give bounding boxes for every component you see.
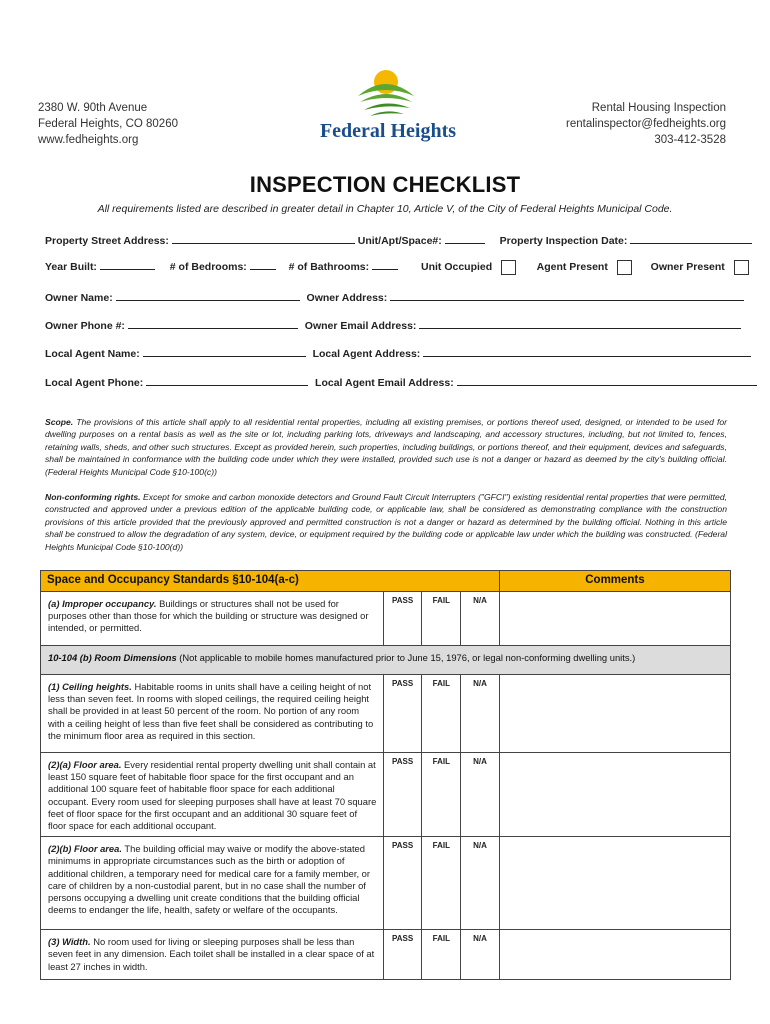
agent-address-label: Local Agent Address: <box>312 348 421 360</box>
contact-department: Rental Housing Inspection <box>591 102 726 114</box>
owner-phone-input[interactable] <box>128 317 298 329</box>
item-1-pass[interactable]: PASS <box>383 675 422 753</box>
contact-phone: 303-412-3528 <box>654 134 726 146</box>
item-2a-title: (2)(a) Floor area. <box>48 759 122 770</box>
owner-address-label: Owner Address: <box>306 292 388 304</box>
item-a-comments[interactable] <box>499 592 730 646</box>
agent-phone-input[interactable] <box>146 374 308 386</box>
property-details-row <box>45 258 749 275</box>
item-a-fail[interactable]: FAIL <box>422 592 461 646</box>
street-input[interactable] <box>172 232 355 244</box>
item-1-fail[interactable]: FAIL <box>422 675 461 753</box>
street-label: Property Street Address: <box>45 235 169 247</box>
agent-address-input[interactable] <box>423 345 751 357</box>
item-2a-text: Every residential rental property dwelling unit shall contain at least 150 square feet of habitable floor space for the first occupant and an additional 100 square feet of habitable floor space for each additional occupant. Every room used for sleeping purposes shall have at least 70 square feet of floor space for the first occupant and an additional 30 square feet of floor space for each additional occupant. <box>48 759 377 832</box>
logo-wordmark: Federal Heights <box>319 120 457 142</box>
item-2a <box>41 753 384 837</box>
owner-phone-label: Owner Phone #: <box>45 320 125 332</box>
nonconforming-label: Non-conforming rights. <box>45 492 141 502</box>
contact-email-link[interactable]: rentalinspector@fedheights.org <box>566 118 726 130</box>
address-street: 2380 W. 90th Avenue <box>38 102 148 114</box>
item-3-title: (3) Width. <box>48 936 91 948</box>
section-b-title: 10-104 (b) Room Dimensions <box>48 652 177 663</box>
agent-email-label: Local Agent Email Address: <box>315 377 454 389</box>
table-row <box>41 592 731 646</box>
checklist-table <box>40 570 731 980</box>
item-3-na[interactable]: N/A <box>461 930 500 980</box>
unit-occupied-label: Unit Occupied <box>421 261 493 273</box>
inspection-contact-block <box>566 100 726 148</box>
item-3 <box>41 930 384 980</box>
table-row <box>41 837 731 930</box>
item-1-comments[interactable] <box>499 675 730 753</box>
item-a-title: (a) Improper occupancy. <box>48 598 157 609</box>
table-header-standards: Space and Occupancy Standards §10-104(a-c) <box>41 571 500 592</box>
owner-present-checkbox[interactable] <box>734 260 749 275</box>
table-row <box>41 930 731 980</box>
item-2b <box>41 837 384 930</box>
item-2a-comments[interactable] <box>499 753 730 837</box>
section-b-text: (Not applicable to mobile homes manufactured prior to June 15, 1976, or legal non-conforming dwelling units.) <box>176 652 636 663</box>
federal-heights-logo <box>300 66 470 150</box>
scope-text: The provisions of this article shall apply to all residential rental properties, including all existing premises, or portions thereof used, designed, or intended to be used for dwelling purposes on a rental basis as well as the site or lot, including parking lots, driveways and landscaping, and accessory structures, including, but not limited to, fences, retaining walls, sheds, and other such structures. Except as provided herein, such properties, including buildings, or portions thereof, and their equipment, devices and safeguards, shall be maintained in conformance with the building code under which they were installed, provided such use is not a danger or hazard as deemed by the city's building official. (Federal Heights Municipal Code §10-100(c)) <box>45 417 727 477</box>
owner-present-label: Owner Present <box>650 261 725 273</box>
item-a <box>41 592 384 646</box>
agent-present-label: Agent Present <box>536 261 608 273</box>
page-subtitle: All requirements listed are described in greater detail in Chapter 10, Article V, of the City of Federal Heights Municipal Code. <box>97 203 673 215</box>
owner-name-input[interactable] <box>116 289 300 301</box>
item-2a-na[interactable]: N/A <box>461 753 500 837</box>
unit-label: Unit/Apt/Space#: <box>357 235 442 247</box>
nonconforming-paragraph <box>45 491 727 553</box>
year-built-input[interactable] <box>100 258 155 270</box>
bathrooms-label: # of Bathrooms: <box>288 261 370 273</box>
owner-name-row <box>45 289 744 304</box>
item-2b-comments[interactable] <box>499 837 730 930</box>
nonconforming-text: Except for smoke and carbon monoxide detectors and Ground Fault Circuit Interrupters ("GFCI") existing residential rental properties that were permitted, constructed and approved under a previous edition of the applicable building code, or applicable law, shall be considered as demonstrating compliance with the construction provisions of this article provided that the previously approved and permitted construction is not a danger or hazard as determined by the building official. Nothing in this article shall be construed to allow the degradation of any system, device, or equipment required by the building code or applicable law under which the building was constructed. (Federal Heights Municipal Code §10-100(d)) <box>45 492 727 552</box>
item-1-na[interactable]: N/A <box>461 675 500 753</box>
agent-phone-label: Local Agent Phone: <box>45 377 144 389</box>
owner-email-input[interactable] <box>419 317 741 329</box>
year-built-label: Year Built: <box>45 261 97 273</box>
owner-contact-row <box>45 317 741 332</box>
item-2a-fail[interactable]: FAIL <box>422 753 461 837</box>
item-a-na[interactable]: N/A <box>461 592 500 646</box>
agent-name-row <box>45 345 751 360</box>
agent-present-checkbox[interactable] <box>617 260 632 275</box>
item-2b-pass[interactable]: PASS <box>383 837 422 930</box>
item-a-pass[interactable]: PASS <box>383 592 422 646</box>
address-city: Federal Heights, CO 80260 <box>38 118 178 130</box>
bedrooms-label: # of Bedrooms: <box>169 261 247 273</box>
item-a-text: Buildings or structures shall not be used for purposes other than those for which the building or structure was designed or intended, or permitted. <box>48 598 369 634</box>
agent-contact-row <box>45 374 757 389</box>
agent-name-input[interactable] <box>143 345 306 357</box>
agent-name-label: Local Agent Name: <box>45 348 140 360</box>
item-1-text: Habitable rooms in units shall have a ceiling height of not less than seven feet. In rooms with sloped ceilings, the required ceiling height shall be provided in at least 50 percent of the room. No portion of any room with a ceiling height of less than five feet shall be considered as contributing to the minimum floor area as required in this section. <box>48 681 374 741</box>
item-2b-na[interactable]: N/A <box>461 837 500 930</box>
bedrooms-input[interactable] <box>250 258 276 270</box>
item-3-comments[interactable] <box>499 930 730 980</box>
item-3-fail[interactable]: FAIL <box>422 930 461 980</box>
unit-input[interactable] <box>445 232 485 244</box>
item-3-text: No room used for living or sleeping purposes shall be less than seven feet in any dimension. Each toilet shall be installed in a clear space of at least 27 inches in width. <box>48 936 375 972</box>
inspection-date-label: Property Inspection Date: <box>499 235 628 247</box>
scope-paragraph <box>45 416 727 478</box>
property-row <box>45 232 752 247</box>
table-row <box>41 753 731 837</box>
inspection-date-input[interactable] <box>630 232 752 244</box>
owner-email-label: Owner Email Address: <box>304 320 417 332</box>
table-header-comments: Comments <box>499 571 730 592</box>
bathrooms-input[interactable] <box>372 258 398 270</box>
item-2b-title: (2)(b) Floor area. <box>48 843 122 855</box>
page-title: INSPECTION CHECKLIST <box>249 172 521 197</box>
agent-email-input[interactable] <box>457 374 757 386</box>
unit-occupied-checkbox[interactable] <box>501 260 516 275</box>
city-address-block <box>38 100 178 148</box>
item-1 <box>41 675 384 753</box>
item-3-pass[interactable]: PASS <box>383 930 422 980</box>
owner-name-label: Owner Name: <box>45 292 113 304</box>
owner-address-input[interactable] <box>390 289 744 301</box>
scope-label: Scope. <box>45 417 74 427</box>
item-2a-pass[interactable]: PASS <box>383 753 422 837</box>
item-2b-fail[interactable]: FAIL <box>422 837 461 930</box>
item-2b-text: The building official may waive or modify the above-stated minimums in appropriate circumstances such as the birth or adoption of additional children, a temporary need for medical care for a family member, or care of children by a non-custodial parent, but in no case shall the number of persons occupying a dwelling unit create conditions that the building official deems to endanger the life, health, safety or welfare of the occupants. <box>48 843 371 916</box>
section-b-header <box>41 646 731 675</box>
table-row <box>41 675 731 753</box>
website-link[interactable]: www.fedheights.org <box>38 134 139 146</box>
section-row <box>41 646 731 675</box>
item-1-title: (1) Ceiling heights. <box>48 681 132 692</box>
table-header-row <box>41 571 731 592</box>
sun-field-logo-icon <box>300 66 470 126</box>
